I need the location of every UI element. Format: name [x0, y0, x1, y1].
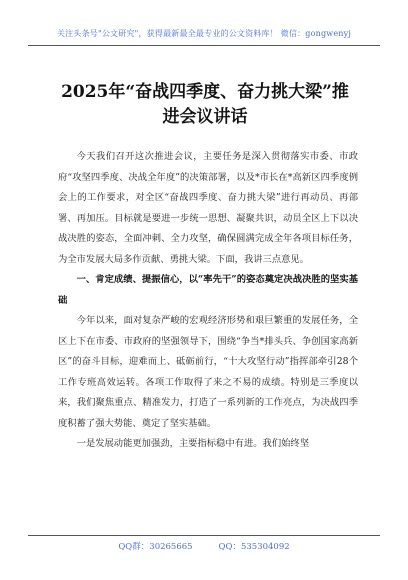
section-heading: 一、肯定成绩、提振信心，以“率先干”的姿态奠定决战决胜的坚实基础	[58, 274, 358, 306]
footer-divider	[28, 535, 380, 536]
footer-qq: QQ：535304092	[218, 542, 290, 552]
paragraph: 今年以来，面对复杂严峻的宏观经济形势和艰巨繁重的发展任务，全区上下在市委、市政府的坚强领导下，围绕“争当*排头兵、争创国家高新区”的奋斗目标，迎难而上、砥砺前行，“十大攻坚行动”指挥部牵引28个工作专班高效运转。各项工作取得了来之不易的成绩。特别是三季度以来，我们聚焦重点、精准发力，打造了一系列新的工作亮点，为决战四季度积蓄了强大势能、奠定了坚实基础。	[58, 315, 358, 429]
paragraph: 今天我们召开这次推进会议，主要任务是深入贯彻落实市委、市政府“攻坚四季度、决战全年度”的决策部署，以及*市长在*高新区四季度例会上的工作要求，对全区“奋战四季度、奋力挑大梁”进行再动员、再部署、再加压。目标就是要进一步统一思想、凝聚共识，动员全区上下以决战决胜的姿态，全面冲刺、全力攻坚，确保圆满完成全年各项目标任务，为全市发展大局多作贡献、勇挑大梁。下面，我讲三点意见。	[58, 151, 358, 265]
footer-qq-group: QQ群：30265665	[118, 542, 193, 552]
document-body	[58, 147, 358, 455]
paragraph: 一是发展动能更加强劲，主要指标稳中有进。我们始终坚	[76, 438, 310, 449]
document-title: 2025年“奋战四季度、奋力挑大梁”推进会议讲话	[61, 82, 349, 127]
header-note: 关注头条号"公文研究"，获得最新最全最专业的公文资料库！ 微信：gongwenyj	[56, 29, 352, 38]
header-divider	[28, 45, 380, 46]
footer	[0, 540, 408, 552]
